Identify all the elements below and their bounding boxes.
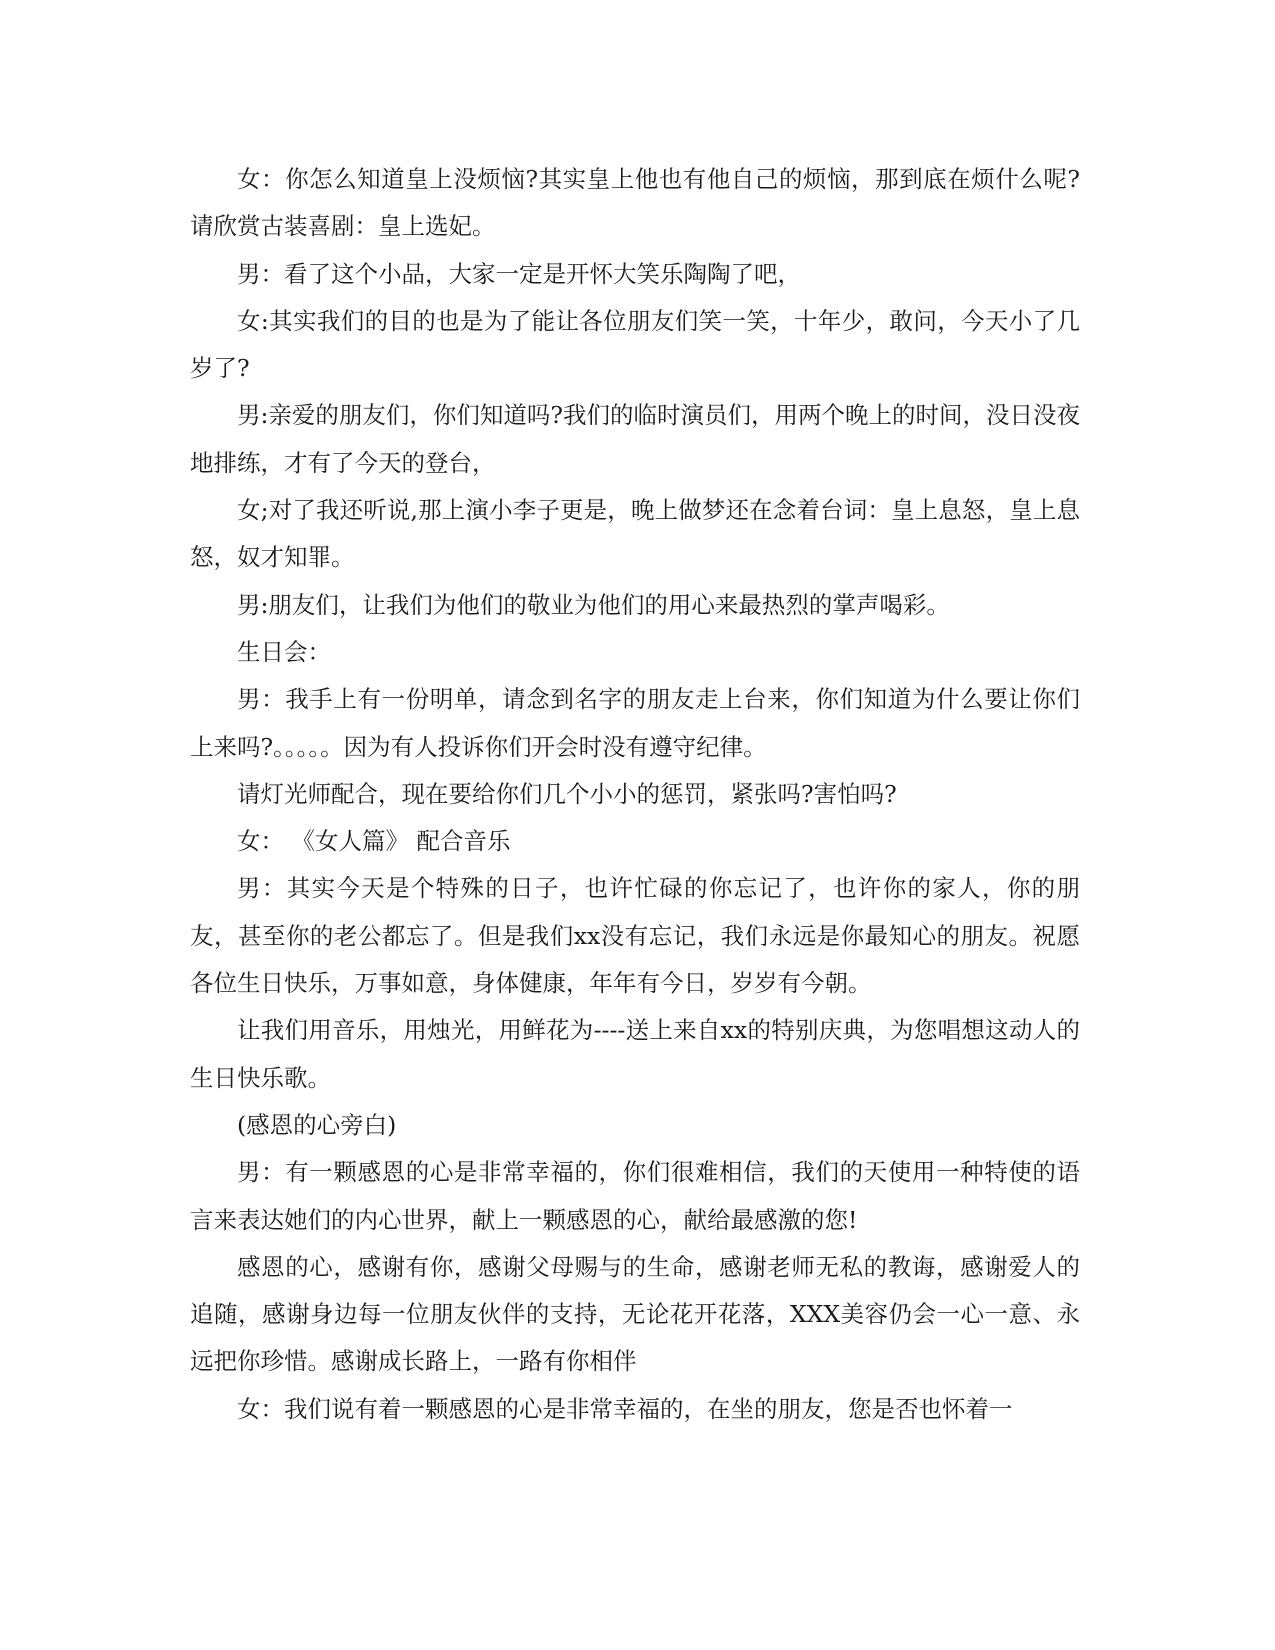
paragraph: 男：其实今天是个特殊的日子，也许忙碌的你忘记了，也许你的家人，你的朋友，甚至你的老公都忘了。但是我们xx没有忘记，我们永远是你最知心的朋友。祝愿各位生日快乐，万事如意，身体健康，年年有今日，岁岁有今朝。 <box>190 874 1080 998</box>
paragraph: 男:亲爱的朋友们，你们知道吗?我们的临时演员们，用两个晚上的时间，没日没夜地排练，才有了今天的登台， <box>190 401 1081 477</box>
section-heading: (感恩的心旁白) <box>237 1110 397 1139</box>
section-heading: 生日会： <box>237 637 331 666</box>
paragraph: 男：有一颗感恩的心是非常幸福的，你们很难相信，我们的天使用一种特使的语言来表达她们的内心世界，献上一颗感恩的心，献给最感激的您! <box>190 1158 1080 1234</box>
paragraph: 男：我手上有一份明单，请念到名字的朋友走上台来，你们知道为什么要让你们上来吗?。。。。。因为有人投诉你们开会时没有遵守纪律。 <box>190 685 1080 761</box>
paragraph: 女;对了我还听说,那上演小李子更是，晚上做梦还在念着台词：皇上息怒，皇上息怒，奴才知罪。 <box>190 496 1080 572</box>
paragraph: 让我们用音乐，用烛光，用鲜花为----送上来自xx的特别庆典，为您唱想这动人的生日快乐歌。 <box>190 1016 1080 1092</box>
paragraph: 男：看了这个小品，大家一定是开怀大笑乐陶陶了吧， <box>237 259 801 288</box>
paragraph: 女:其实我们的目的也是为了能让各位朋友们笑一笑，十年少，敢问，今天小了几岁了? <box>190 306 1080 383</box>
document-body <box>190 156 1080 1433</box>
paragraph: 请灯光师配合，现在要给你们几个小小的惩罚，紧张吗?害怕吗? <box>237 779 897 808</box>
paragraph: 女： 《女人篇》 配合音乐 <box>237 827 511 856</box>
paragraph: 感恩的心，感谢有你，感谢父母赐与的生命，感谢老师无私的教诲，感谢爱人的追随，感谢身边每一位朋友伙伴的支持，无论花开花落，XXX美容仍会一心一意、永远把你珍惜。感谢成长路上，一路有你相伴 <box>190 1252 1080 1376</box>
paragraph: 女：我们说有着一颗感恩的心是非常幸福的，在坐的朋友，您是否也怀着一 <box>237 1394 1013 1423</box>
paragraph: 男:朋友们，让我们为他们的敬业为他们的用心来最热烈的掌声喝彩。 <box>237 590 950 619</box>
paragraph: 女：你怎么知道皇上没烦恼?其实皇上他也有他自己的烦恼，那到底在烦什么呢?请欣赏古装喜剧：皇上选妃。 <box>190 165 1080 241</box>
